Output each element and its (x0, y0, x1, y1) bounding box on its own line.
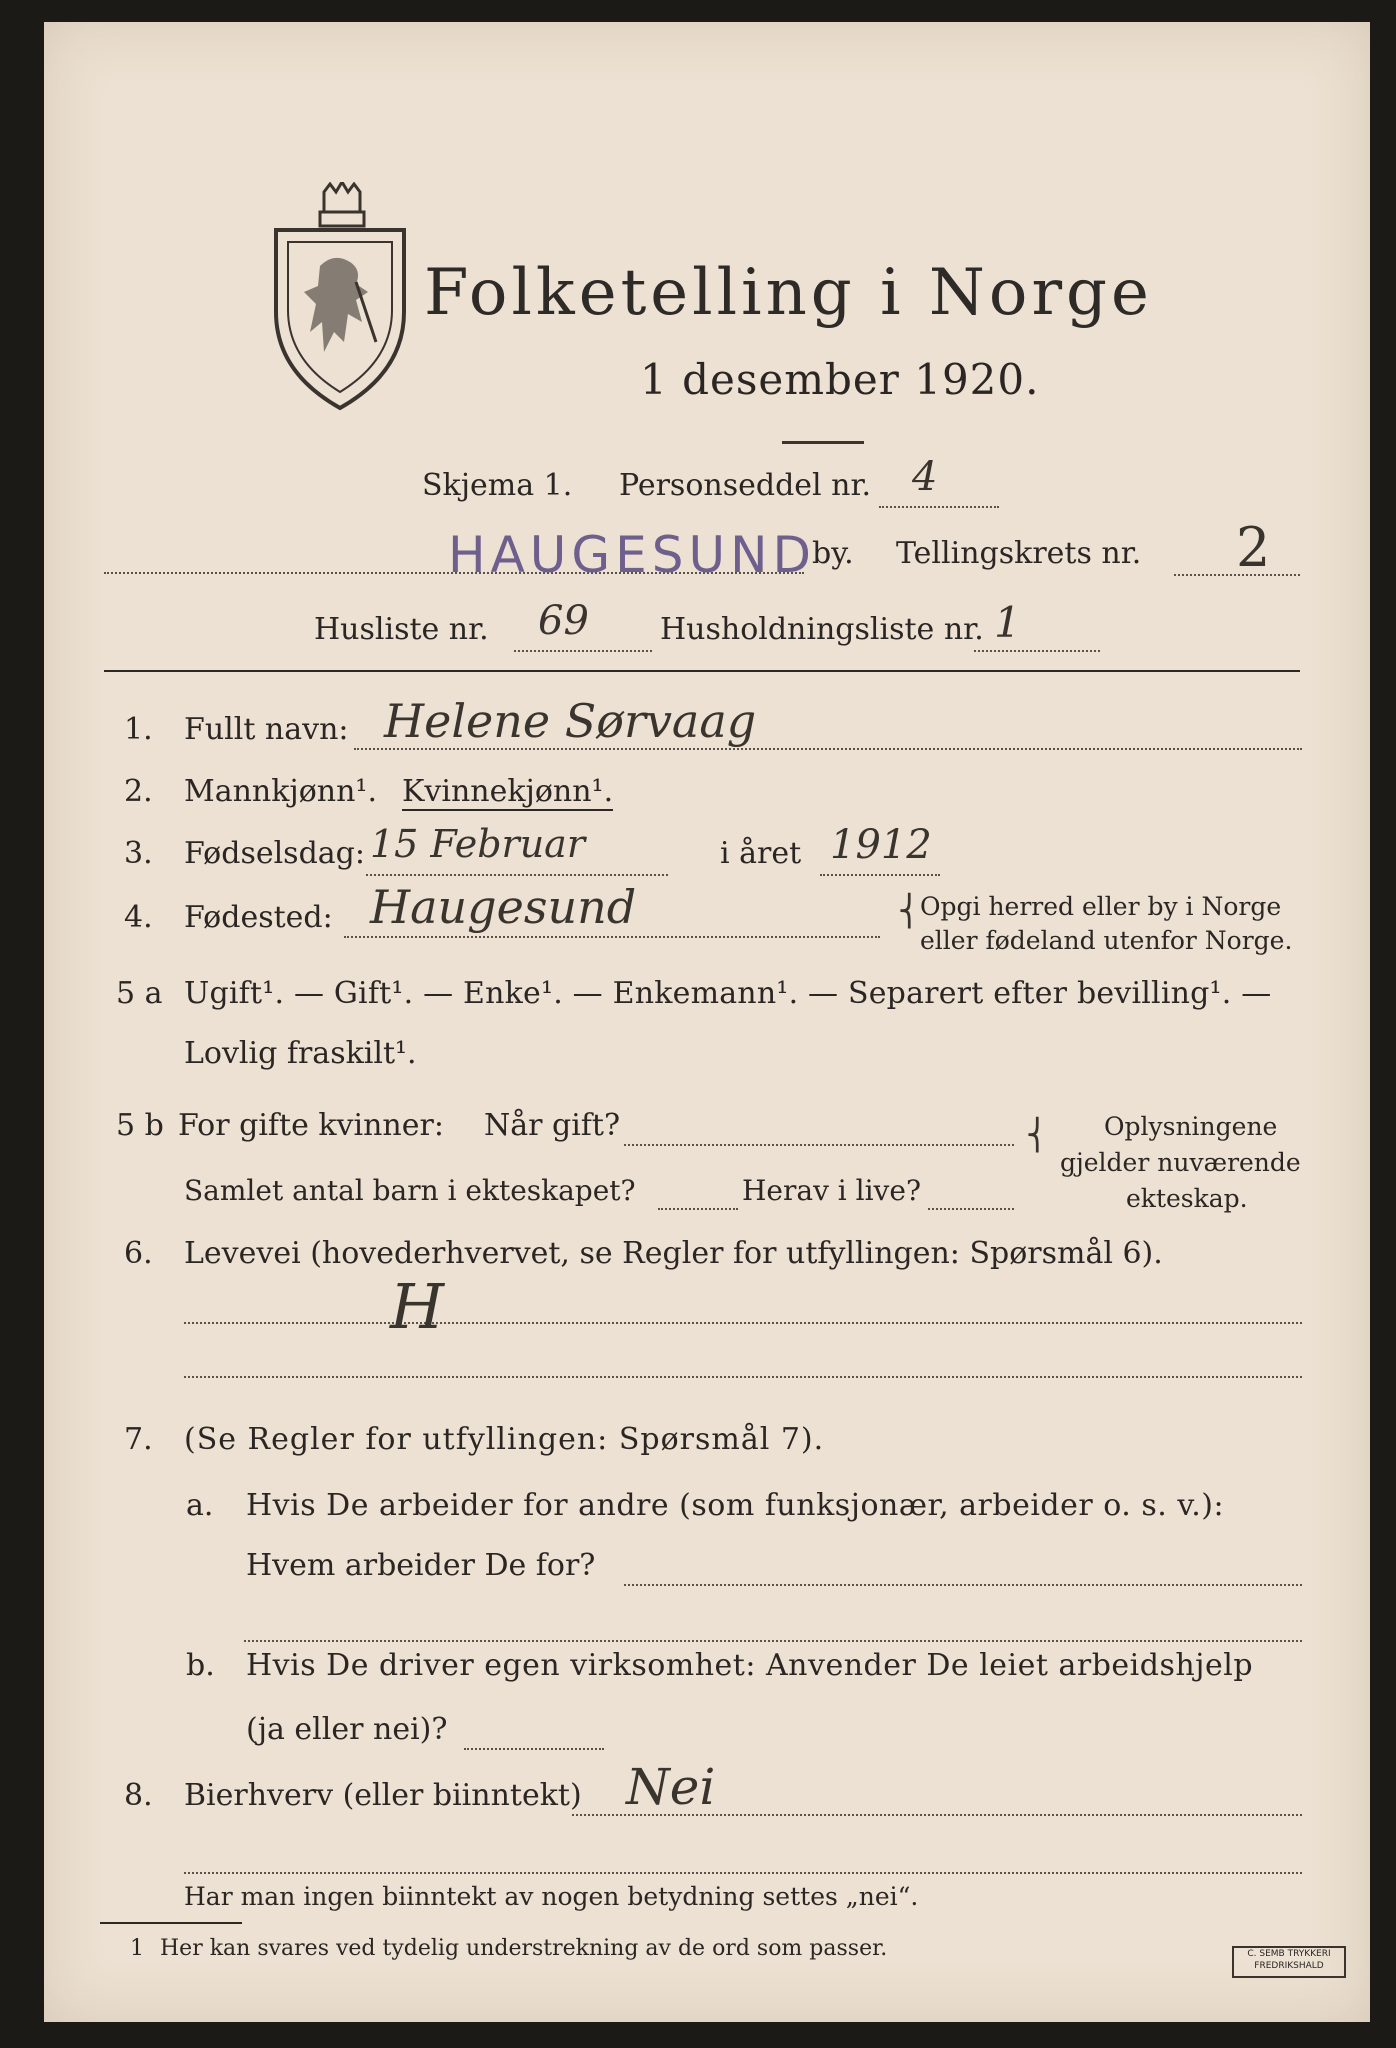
q4-number: 4. (124, 900, 153, 935)
q8-line-2 (184, 1872, 1302, 1874)
q1-number: 1. (124, 712, 153, 747)
q4-note-line1: Opgi herred eller by i Norge (920, 892, 1282, 921)
printer-name: C. SEMB TRYKKERI (1247, 1949, 1331, 1959)
q6-number: 6. (124, 1236, 153, 1271)
q1-line (354, 748, 1302, 750)
q6-line-1 (184, 1322, 1302, 1324)
q5a-number: 5 a (116, 976, 163, 1011)
q7-label: (Se Regler for utfyllingen: Spørsmål 7). (184, 1422, 825, 1457)
q7b-number: b. (186, 1648, 215, 1683)
personseddel-label: Personseddel nr. (619, 468, 872, 503)
q3-value[interactable]: 15 Februar (370, 822, 585, 866)
title-divider (782, 441, 864, 444)
printer-mark (1232, 1946, 1346, 1978)
footnote-marker: 1 (130, 1936, 144, 1961)
q7a-number: a. (186, 1488, 214, 1523)
census-date: 1 desember 1920. (640, 355, 1040, 404)
q7-number: 7. (124, 1422, 153, 1457)
husliste-line (514, 650, 652, 652)
q8-number: 8. (124, 1778, 153, 1813)
q8-label: Bierhverv (eller biinntekt) (184, 1778, 582, 1813)
husliste-label: Husliste nr. (314, 612, 489, 647)
form-title: Folketelling i Norge (424, 256, 1153, 330)
footnote-rule (100, 1922, 242, 1924)
q8-note: Har man ingen biinntekt av nogen betydning settes „nei“. (184, 1882, 919, 1911)
q4-brace: ⎨ (898, 894, 921, 929)
q4-label: Fødested: (184, 900, 333, 935)
q2-option-female[interactable]: Kvinnekjønn¹. (402, 774, 614, 809)
q5a-options[interactable]: Ugift¹. — Gift¹. — Enke¹. — Enkemann¹. — Separert efter bevilling¹. — (184, 976, 1272, 1011)
header-rule (104, 670, 1300, 672)
q5a-options-cont[interactable]: Lovlig fraskilt¹. (184, 1036, 417, 1071)
husholdning-label: Husholdningsliste nr. (660, 612, 984, 647)
husholdning-value[interactable]: 1 (994, 598, 1021, 647)
q7a-line1: Hvis De arbeider for andre (som funksjonær, arbeider o. s. v.): (246, 1488, 1225, 1523)
q1-label: Fullt navn: (184, 712, 349, 747)
q7a-line2: Hvem arbeider De for? (246, 1548, 596, 1583)
q2-number: 2. (124, 774, 153, 809)
husholdning-line (974, 650, 1100, 652)
census-form-sheet (44, 22, 1370, 2022)
q7b-answer-line (464, 1748, 604, 1750)
q4-note-line2: eller fødeland utenfor Norge. (920, 926, 1293, 955)
norwegian-coat-of-arms-icon (264, 182, 416, 414)
q3-year-line (820, 874, 940, 876)
q5b-number: 5 b (116, 1108, 164, 1143)
q7a-line-1 (624, 1584, 1302, 1586)
q8-value[interactable]: Nei (626, 1758, 716, 1816)
q3-number: 3. (124, 836, 153, 871)
by-label: by. (812, 536, 854, 571)
footnote-text: Her kan svares ved tydelig understrekning av de ord som passer. (160, 1936, 888, 1961)
q5b-label-married-women: For gifte kvinner: (178, 1108, 444, 1143)
tellingskrets-value[interactable]: 2 (1236, 516, 1271, 579)
q4-value[interactable]: Haugesund (370, 880, 637, 934)
q6-label: Levevei (hovederhvervet, se Regler for utfyllingen: Spørsmål 6). (184, 1236, 1163, 1271)
q6-line-2 (184, 1376, 1302, 1378)
skjema-label: Skjema 1. (422, 468, 573, 503)
q5b-note-line1: Oplysningene (1104, 1112, 1278, 1141)
city-stamp: HAUGESUND (448, 526, 816, 584)
q5b-children-line (658, 1208, 738, 1210)
q7b-line1: Hvis De driver egen virksomhet: Anvender De leiet arbeidshjelp (246, 1648, 1254, 1683)
tellingskrets-label: Tellingskrets nr. (896, 536, 1142, 571)
q5b-note-line2: gjelder nuværende (1060, 1148, 1301, 1177)
personseddel-value[interactable]: 4 (912, 454, 938, 500)
q5b-label-when: Når gift? (484, 1108, 621, 1143)
q3-label: Fødselsdag: (184, 836, 365, 871)
q5b-note-line3: ekteskap. (1126, 1184, 1248, 1213)
q3-year-value[interactable]: 1912 (830, 822, 932, 868)
q3-year-label: i året (720, 836, 802, 871)
q6-value[interactable]: H (390, 1270, 445, 1343)
q5b-alive-line (928, 1208, 1014, 1210)
q3-date-line (366, 874, 668, 876)
q2-option-male[interactable]: Mannkjønn¹. (184, 774, 377, 809)
q5b-when-line (624, 1144, 1014, 1146)
q5b-label-alive: Herav i live? (742, 1174, 921, 1207)
q1-value[interactable]: Helene Sørvaag (384, 694, 757, 748)
q7b-line2: (ja eller nei)? (246, 1712, 448, 1747)
q5b-brace: ⎨ (1026, 1118, 1049, 1153)
printer-city: FREDRIKSHALD (1254, 1961, 1324, 1971)
q5b-label-children: Samlet antal barn i ekteskapet? (184, 1174, 636, 1207)
husliste-value[interactable]: 69 (538, 598, 589, 644)
personseddel-line (879, 506, 999, 508)
q4-line (344, 936, 880, 938)
q7a-line-2 (244, 1640, 1302, 1642)
